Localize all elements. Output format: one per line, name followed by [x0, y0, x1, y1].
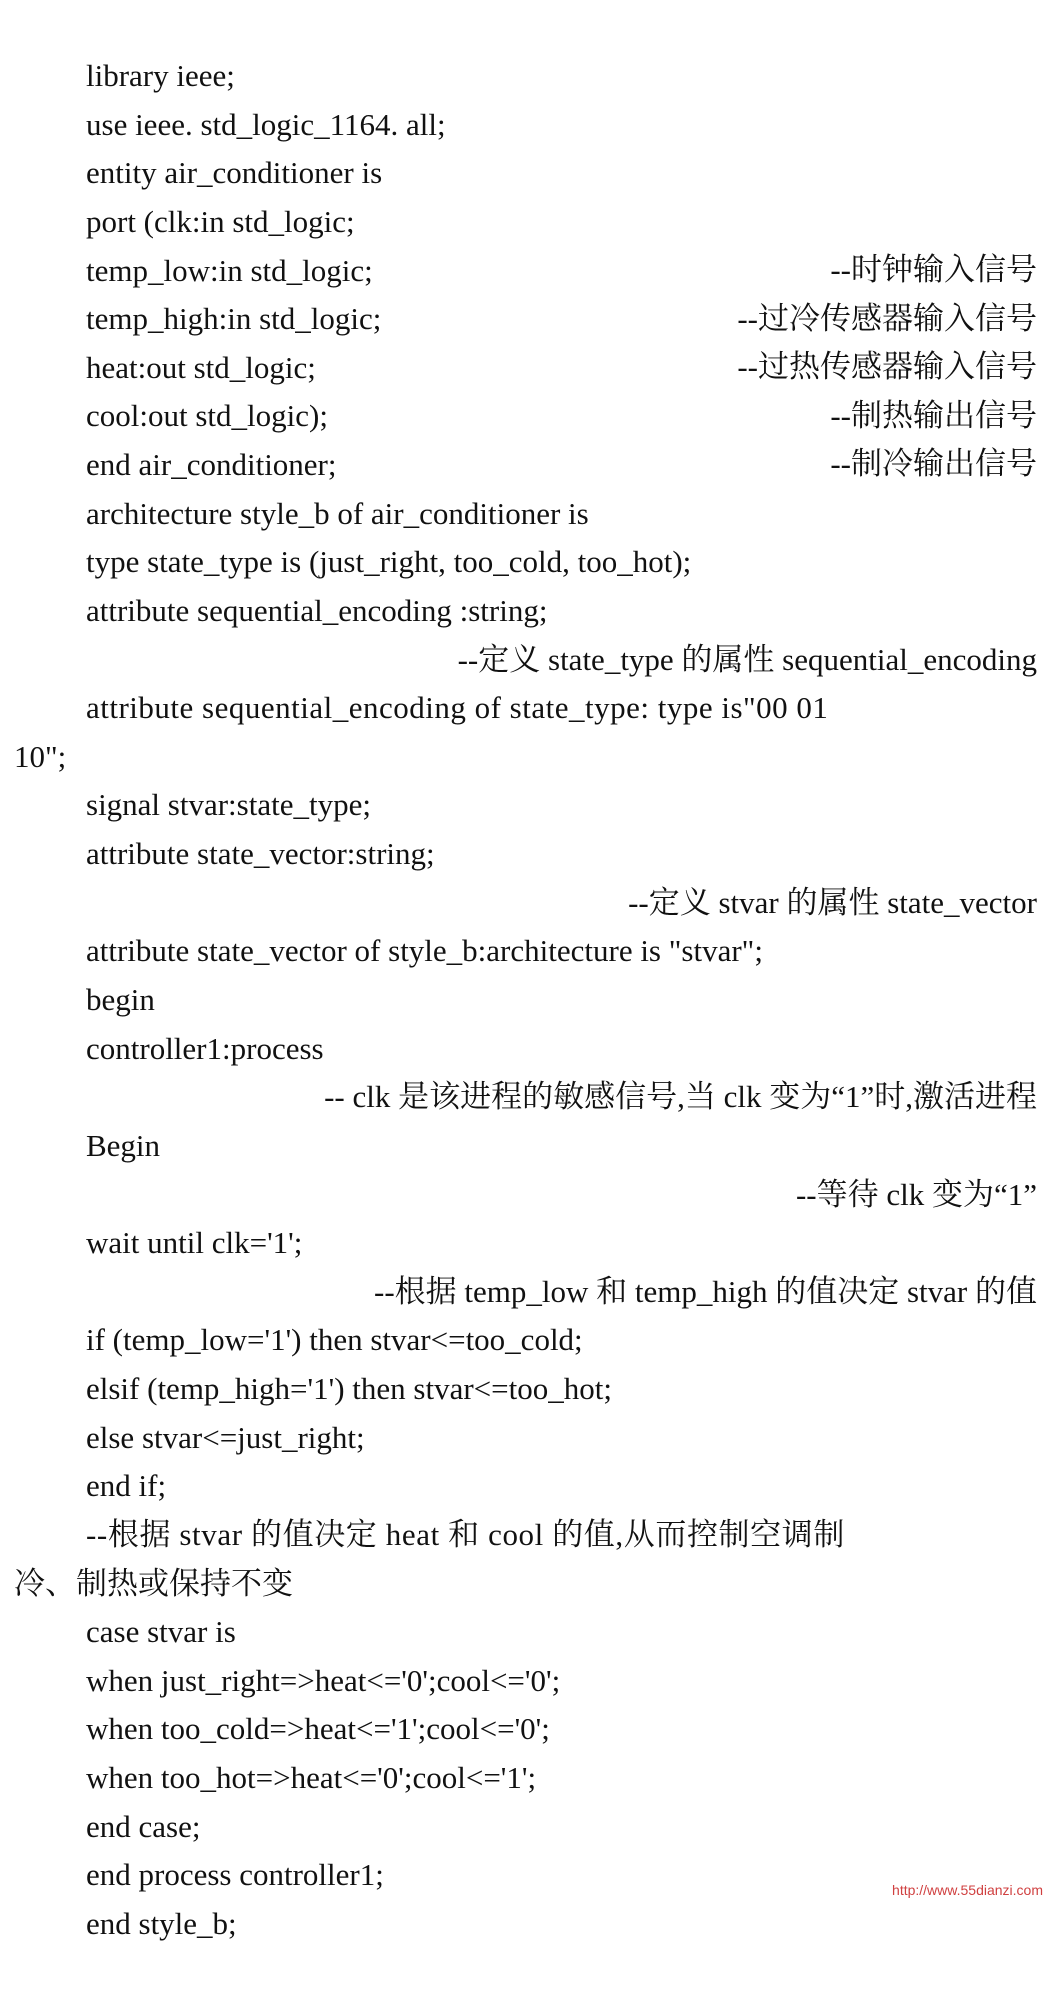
code-text: end case; — [86, 1809, 201, 1844]
code-text: use ieee. std_logic_1164. all; — [86, 107, 446, 142]
code-line — [0, 879, 1053, 968]
code-line — [0, 1560, 1053, 1649]
code-text: when too_hot=>heat<='0';cool<='1'; — [86, 1760, 537, 1795]
code-line — [0, 1268, 1053, 1357]
comment-text: --制冷输出信号 — [830, 446, 1037, 481]
code-text: end if; — [86, 1468, 167, 1503]
code-line — [0, 1366, 1053, 1455]
code-text: if (temp_low='1') then stvar<=too_cold; — [86, 1322, 583, 1357]
code-line — [0, 1609, 1053, 1698]
code-line — [0, 636, 1053, 725]
code-text: begin — [86, 982, 155, 1017]
code-text: when too_cold=>heat<='1';cool<='0'; — [86, 1711, 550, 1746]
code-text: case stvar is — [86, 1614, 236, 1649]
comment-text: --时钟输入信号 — [830, 252, 1037, 287]
comment-text: --定义 stvar 的属性 state_vector — [628, 885, 1037, 920]
comment-text: -- clk 是该进程的敏感信号,当 clk 变为“1”时,激活进程 — [324, 1079, 1037, 1114]
code-line — [0, 1414, 1053, 1503]
code-line — [0, 1074, 1053, 1163]
comment-text: --根据 stvar 的值决定 heat 和 cool 的值,从而控制空调制 — [86, 1517, 845, 1552]
code-text: attribute sequential_encoding :string; — [86, 593, 548, 628]
code-text: end process controller1; — [86, 1857, 384, 1892]
comment-text: --根据 temp_low 和 temp_high 的值决定 stvar 的值 — [374, 1274, 1037, 1309]
code-text: entity air_conditioner is — [86, 155, 383, 190]
code-line — [0, 782, 1053, 871]
code-text: temp_low:in std_logic; — [86, 253, 373, 288]
comment-text: --过热传感器输入信号 — [737, 349, 1037, 384]
code-text: 10"; — [14, 739, 67, 774]
code-line — [0, 1317, 1053, 1406]
code-line — [0, 1706, 1053, 1795]
comment-line — [0, 1512, 1053, 1601]
watermark: http://www.55dianzi.com — [892, 1882, 1043, 1898]
comment-line — [0, 1025, 1053, 1114]
code-text: when just_right=>heat<='0';cool<='0'; — [86, 1663, 561, 1698]
code-text: temp_high:in std_logic; — [86, 301, 382, 336]
code-line — [0, 53, 1053, 142]
comment-line — [0, 831, 1053, 920]
comment-text: 冷、制热或保持不变 — [14, 1566, 293, 1601]
code-text: architecture style_b of air_conditioner is — [86, 496, 589, 531]
comment-line — [0, 1463, 1053, 1552]
code-line — [0, 490, 1053, 579]
comment-line — [0, 1123, 1053, 1212]
code-text: controller1:process — [86, 1031, 324, 1066]
code-text: library ieee; — [86, 58, 235, 93]
code-text: elsif (temp_high='1') then stvar<=too_hot; — [86, 1371, 612, 1406]
comment-line — [0, 1220, 1053, 1309]
code-text: wait until clk='1'; — [86, 1225, 303, 1260]
comment-line — [0, 588, 1053, 677]
code-line — [0, 1755, 1053, 1844]
code-line — [0, 733, 1053, 822]
code-line — [0, 101, 1053, 190]
code-text: else stvar<=just_right; — [86, 1420, 365, 1455]
comment-text: --过冷传感器输入信号 — [737, 301, 1037, 336]
code-line — [0, 1171, 1053, 1260]
code-text: port (clk:in std_logic; — [86, 204, 355, 239]
code-line — [0, 928, 1053, 1017]
comment-text: --定义 state_type 的属性 sequential_encoding — [457, 642, 1037, 677]
code-text: Begin — [86, 1128, 161, 1163]
code-text: cool:out std_logic); — [86, 398, 328, 433]
code-line — [0, 685, 1053, 774]
code-text: type state_type is (just_right, too_cold, too_hot); — [86, 544, 692, 579]
code-text: signal stvar:state_type; — [86, 787, 371, 822]
code-text: attribute sequential_encoding of state_type: type is"00 01 — [86, 690, 829, 725]
code-line — [0, 977, 1053, 1066]
comment-text: --制热输出信号 — [830, 398, 1037, 433]
code-line — [0, 539, 1053, 628]
code-text: end style_b; — [86, 1906, 237, 1941]
code-line — [0, 4, 1053, 93]
code-text: end air_conditioner; — [86, 447, 337, 482]
code-line — [0, 1657, 1053, 1746]
code-text: attribute state_vector:string; — [86, 836, 435, 871]
code-line — [0, 442, 1053, 531]
comment-text: --等待 clk 变为“1” — [795, 1177, 1037, 1212]
code-text: attribute state_vector of style_b:architecture is "stvar"; — [86, 933, 763, 968]
code-text: heat:out std_logic; — [86, 350, 316, 385]
